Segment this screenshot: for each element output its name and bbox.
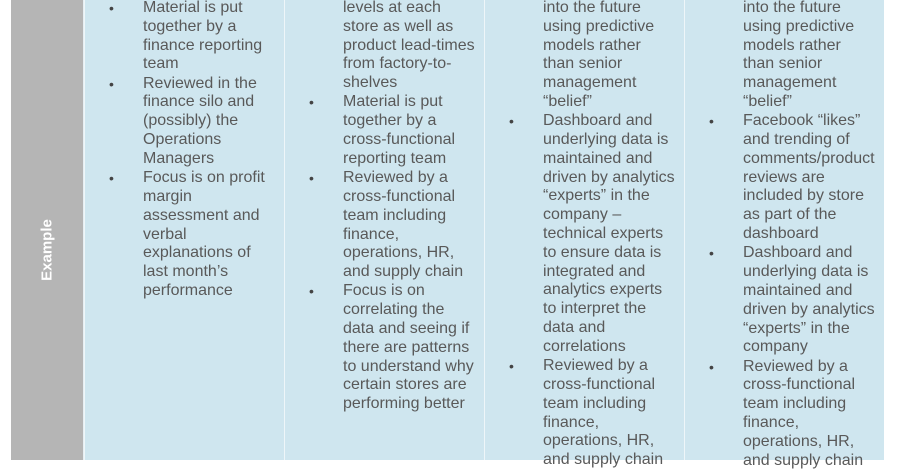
example-table: [11, 0, 889, 469]
list-item: • Focus is on correlating the data and seeing if there are patterns to understand why certain stores are performing better: [309, 282, 476, 414]
list-item: • Dashboard and underlying data is maintained and driven by analytics “experts” in the company – technical experts to ensure data is integrated and analytics experts to interpret the data and correlations: [509, 112, 676, 356]
row-header: [11, 0, 84, 460]
cell-column-2: [284, 0, 484, 460]
bullet-list: [509, 0, 676, 470]
list-item: • Material is put together by a finance reporting team: [109, 0, 276, 74]
bullet-list: [309, 0, 476, 415]
cell-column-4: [684, 0, 884, 469]
list-item: • Focus is on profit margin assessment and verbal explanations of last month’s performance: [109, 169, 276, 301]
list-item: • Reviewed by a cross-functional team including finance, operations, HR, and supply chain: [309, 169, 476, 282]
list-item-continued: into the future using predictive models rather than senior management “belief”: [543, 0, 655, 110]
list-item: • Reviewed by a cross-functional team including finance, operations, HR, and supply chain: [709, 358, 876, 471]
bullet-list: [109, 0, 276, 301]
cell-column-3: [484, 0, 684, 469]
list-item: • Facebook “likes” and trending of comments/product reviews are included by store as part of the dashboard: [709, 112, 876, 244]
list-item: • Reviewed in the finance silo and (possibly) the Operations Managers: [109, 75, 276, 169]
list-item-continued: into the future using predictive models rather than senior management “belief”: [743, 0, 855, 110]
cell-column-1: [84, 0, 284, 460]
list-item: • Material is put together by a cross-functional reporting team: [309, 93, 476, 168]
bullet-list: [709, 0, 876, 471]
row-header-label: Example: [38, 219, 56, 281]
list-item: • Reviewed by a cross-functional team including finance, operations, HR, and supply chain: [509, 357, 676, 470]
list-item-continued: levels at each store as well as product lead-times from factory-to-shelves: [343, 0, 475, 92]
list-item: • Dashboard and underlying data is maintained and driven by analytics “experts” in the company: [709, 244, 876, 357]
